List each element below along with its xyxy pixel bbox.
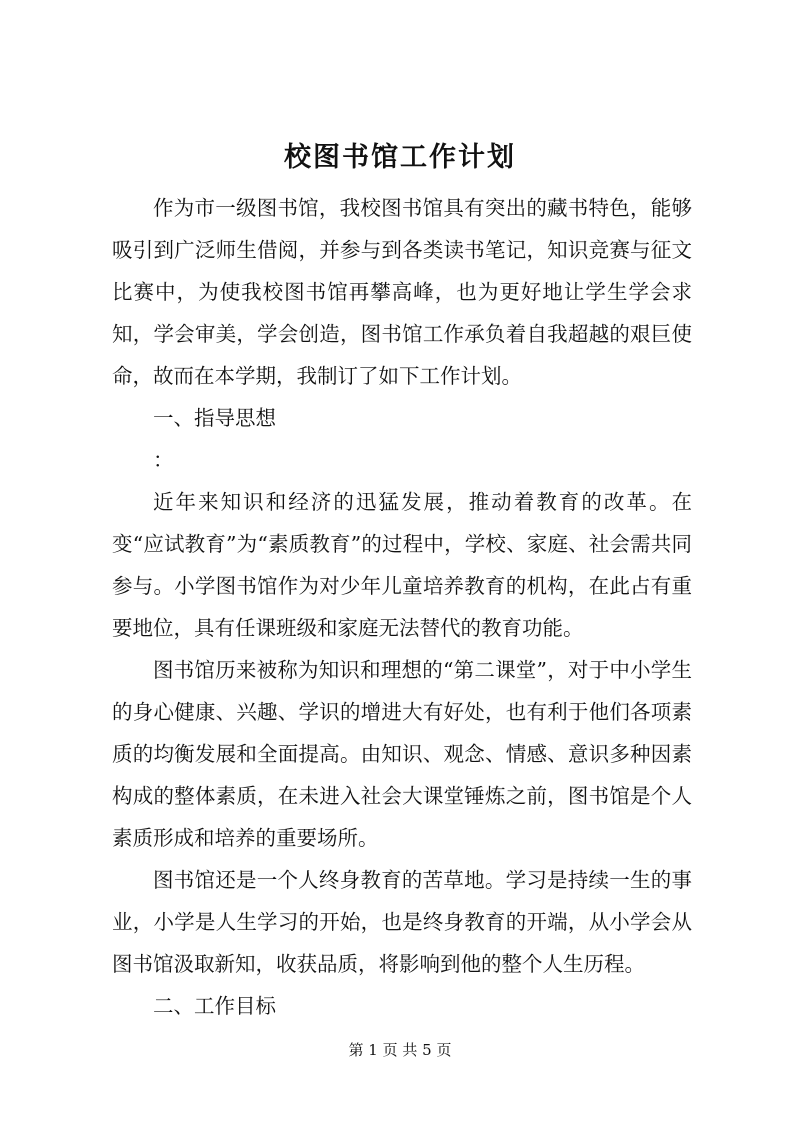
section-colon: ： <box>153 448 174 472</box>
document-body <box>112 187 692 1027</box>
body-paragraph: 图书馆历来被称为知识和理想的“第二课堂”，对于中小学生的身心健康、兴趣、学识的增进大有好处，也有利于他们各项素质的均衡发展和全面提高。由知识、观念、情感、意识多种因素构成的整体素质，在未进入社会大课堂锤炼之前，图书馆是个人素质形成和培养的重要场所。 <box>112 658 692 850</box>
document-title: 校图书馆工作计划 <box>284 142 516 173</box>
section-heading-guiding-ideology: 一、指导思想 <box>153 406 276 430</box>
body-paragraph: 图书馆还是一个人终身教育的苦草地。学习是持续一生的事业，小学是人生学习的开始，也是终身教育的开端，从小学会从图书馆汲取新知，收获品质，将影响到他的整个人生历程。 <box>112 868 692 976</box>
intro-paragraph: 作为市一级图书馆，我校图书馆具有突出的藏书特色，能够吸引到广泛师生借阅，并参与到各类读书笔记，知识竞赛与征文比赛中，为使我校图书馆再攀高峰，也为更好地让学生学会求知，学会审美，学会创造，图书馆工作承负着自我超越的艰巨使命，故而在本学期，我制订了如下工作计划。 <box>112 196 692 388</box>
section-heading-work-goals: 二、工作目标 <box>153 994 276 1018</box>
body-paragraph: 近年来知识和经济的迅猛发展，推动着教育的改革。在变“应试教育”为“素质教育”的过程中，学校、家庭、社会需共同参与。小学图书馆作为对少年儿童培养教育的机构，在此占有重要地位，具有任课班级和家庭无法替代的教育功能。 <box>112 490 692 640</box>
page-number-footer: 第 1 页 共 5 页 <box>348 1041 452 1059</box>
